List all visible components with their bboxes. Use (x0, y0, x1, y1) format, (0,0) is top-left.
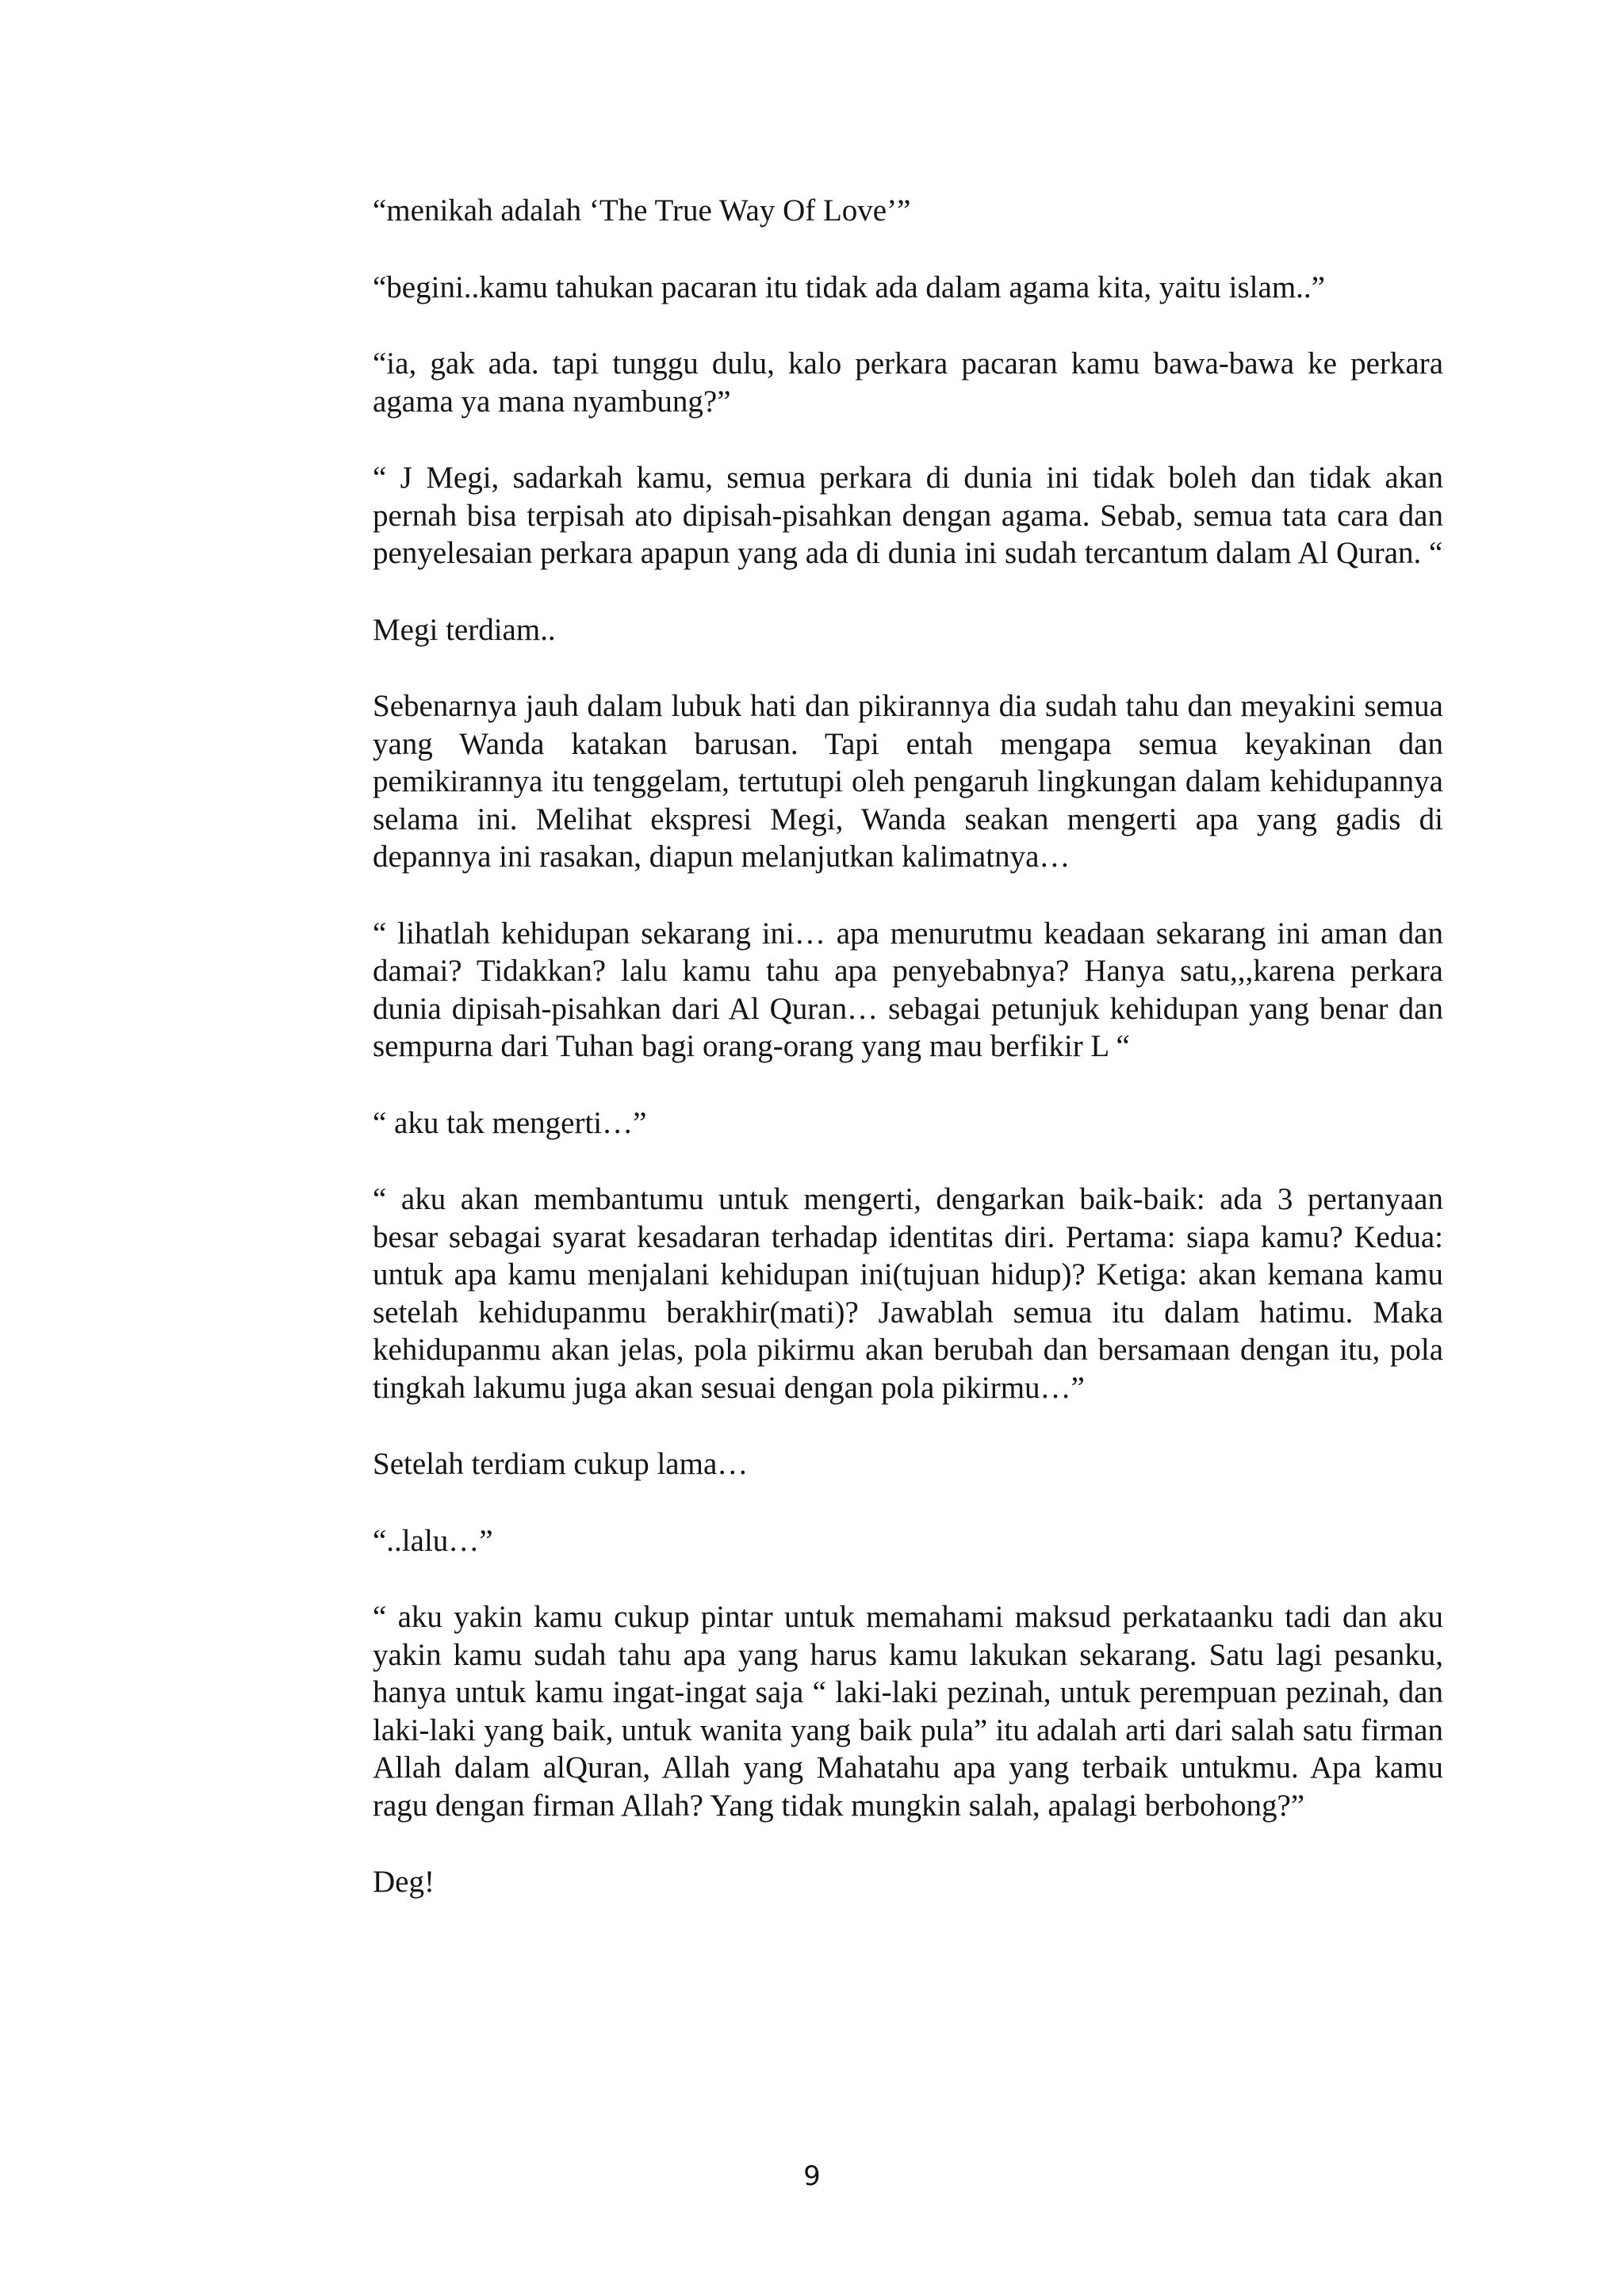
paragraph: “begini..kamu tahukan pacaran itu tidak ada dalam agama kita, yaitu islam..” (373, 270, 1325, 304)
paragraph: “ia, gak ada. tapi tunggu dulu, kalo perkara pacaran kamu bawa-bawa ke perkara agama ya mana nyambung?” (373, 346, 1443, 419)
page-number: 9 (803, 2160, 821, 2192)
paragraph: Setelah terdiam cukup lama… (373, 1447, 749, 1481)
paragraph: Deg! (373, 1865, 435, 1899)
paragraph: Sebenarnya jauh dalam lubuk hati dan pikirannya dia sudah tahu dan meyakini semua yang Wanda katakan barusan. Tapi entah mengapa semua keyakinan dan pemikirannya itu tenggelam, tertutupi oleh pengaruh lingkungan dalam kehidupannya selama ini. Melihat ekspresi Megi, Wanda seakan mengerti apa yang gadis di depannya ini rasakan, diapun melanjutkan kalimatnya… (373, 689, 1443, 874)
paragraph: “ aku akan membantumu untuk mengerti, dengarkan baik-baik: ada 3 pertanyaan besar sebagai syarat kesadaran terhadap identitas diri. Pertama: siapa kamu? Kedua: untuk apa kamu menjalani kehidupan ini(tujuan hidup)? Ketiga: akan kemana kamu setelah kehidupanmu berakhir(mati)? Jawablah semua itu dalam hatimu. Maka kehidupanmu akan jelas, pola pikirmu akan berubah dan bersamaan dengan itu, pola tingkah lakumu juga akan sesuai dengan pola pikirmu…” (373, 1182, 1443, 1405)
paragraph: “ aku tak mengerti…” (373, 1105, 647, 1140)
paragraph: “..lalu…” (373, 1523, 493, 1558)
document-body (373, 192, 1443, 1940)
paragraph: “menikah adalah ‘The True Way Of Love’” (373, 193, 911, 228)
paragraph: Megi terdiam.. (373, 612, 556, 647)
paragraph: “ J Megi, sadarkah kamu, semua perkara di dunia ini tidak boleh dan tidak akan pernah bisa terpisah ato dipisah-pisahkan dengan agama. Sebab, semua tata cara dan penyelesaian perkara apapun yang ada di dunia ini sudah tercantum dalam Al Quran. “ (373, 461, 1443, 570)
paragraph: “ aku yakin kamu cukup pintar untuk memahami maksud perkataanku tadi dan aku yakin kamu sudah tahu apa yang harus kamu lakukan sekarang. Satu lagi pesanku, hanya untuk kamu ingat-ingat saja “ laki-laki pezinah, untuk perempuan pezinah, dan laki-laki yang baik, untuk wanita yang baik pula” itu adalah arti dari salah satu firman Allah dalam alQuran, Allah yang Mahatahu apa yang terbaik untukmu. Apa kamu ragu dengan firman Allah? Yang tidak mungkin salah, apalagi berbohong?” (373, 1600, 1443, 1823)
paragraph: “ lihatlah kehidupan sekarang ini… apa menurutmu keadaan sekarang ini aman dan damai? Tidakkan? lalu kamu tahu apa penyebabnya? Hanya satu,,,karena perkara dunia dipisah-pisahkan dari Al Quran… sebagai petunjuk kehidupan yang benar dan sempurna dari Tuhan bagi orang-orang yang mau berfikir L “ (373, 916, 1443, 1063)
